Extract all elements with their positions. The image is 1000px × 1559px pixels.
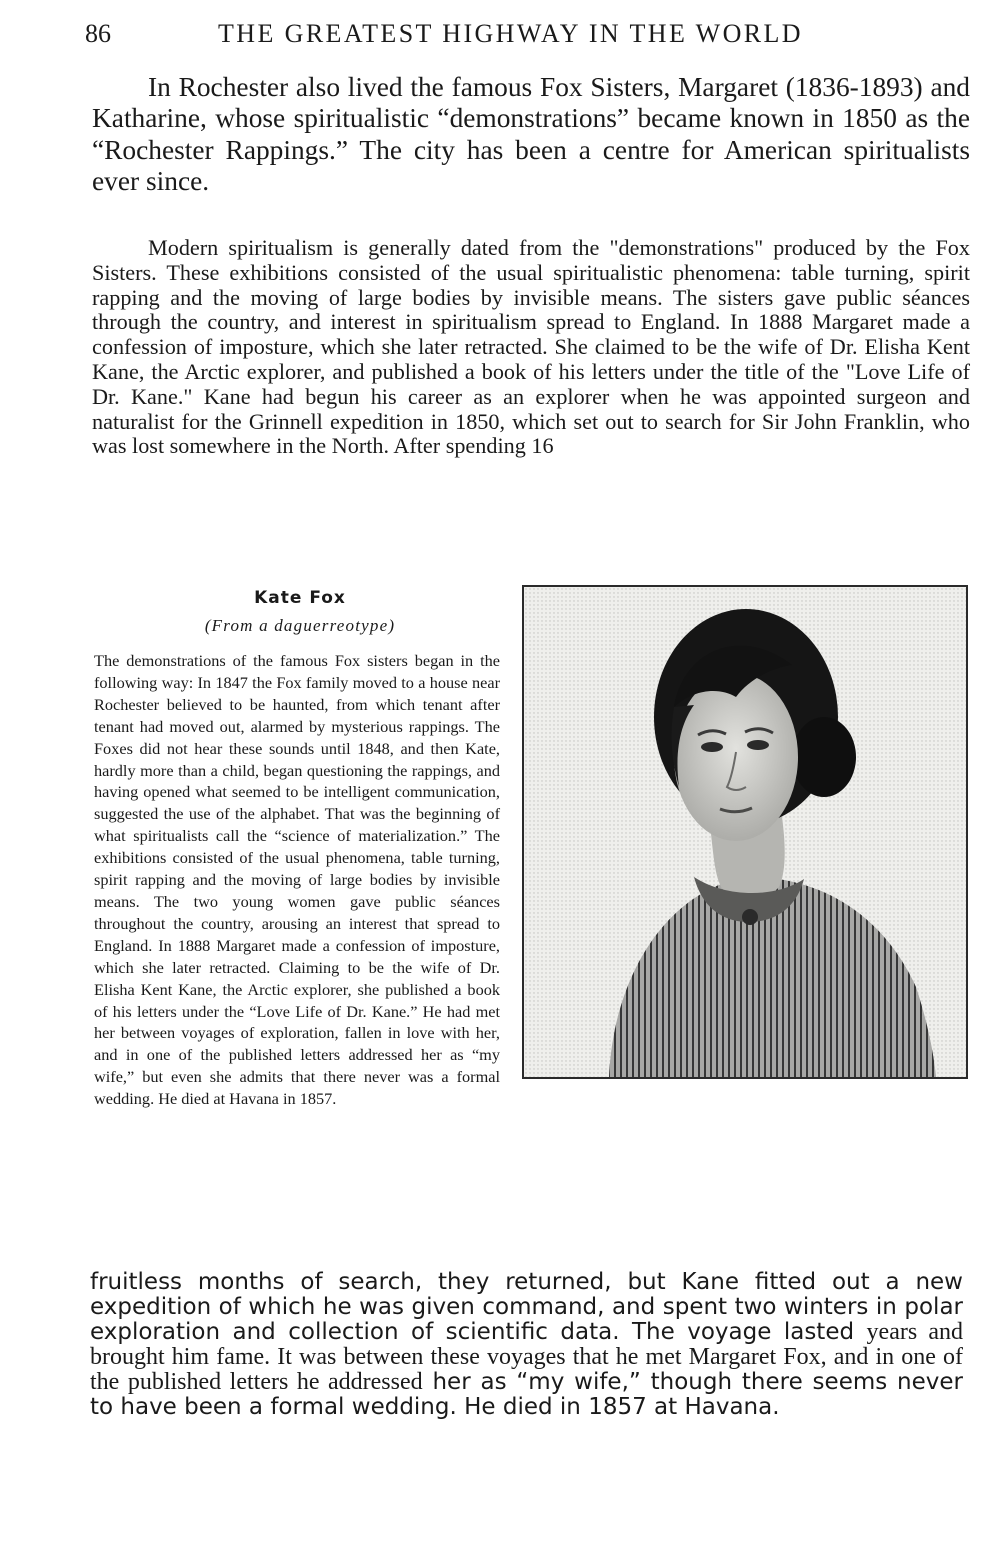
figure-caption-text: The demonstrations of the famous Fox sisters began in the following way: In 1847 the Fox family moved to a house near Rochester believed to be haunted, from which tenant after tenant had moved out, alarmed by mysterious rappings. The Foxes did not hear these sounds until 1848, and then Kate, hardly more than a child, began questioning the rappings, and having opened what seemed to be intelligent communication, suggested the use of the alphabet. That was the beginning of what spiritualists call the “science of materialization.” The exhibitions consisted of the usual phenomena, table turning, spirit rapping and the moving of large bodies by invisible means. The two young women gave public séances throughout the country, arousing an interest that spread to England. In 1888 Margaret made a confession of imposture, which she later retracted. Claiming to be the wife of Dr. Elisha Kent Kane, the Arctic explorer, she published a book of his letters under the “Love Life of Dr. Kane.” He had met her between voyages of exploration, fallen in love with her, and in one of the published letters addressed her as “my wife,” but even she admits that there never was a formal wedding. He died at Havana in 1857. <box>94 651 500 1109</box>
page-number: 86 <box>85 19 111 48</box>
page-header <box>85 14 855 54</box>
paragraph-kane-part3: her as “my wife,” though there seems never to have been a formal wedding. He died in 1857 at Havana. <box>90 1369 963 1420</box>
figure-title: Kate Fox <box>254 588 346 608</box>
running-title: THE GREATEST HIGHWAY IN THE WORLD <box>218 19 803 48</box>
portrait-illustration <box>524 587 966 1077</box>
paragraph-fox-sisters-intro: In Rochester also lived the famous Fox Sisters, Margaret (1836-1893) and Katharine, whose spiritualistic “demonstrations” became known in 1850 as the “Rochester Rappings.” The city has been a centre for American spiritualists ever since. <box>92 72 970 196</box>
paragraph-modern-spiritualism: Modern spiritualism is generally dated from the "demonstrations" produced by the Fox Sisters. These exhibitions consisted of the usual spiritualistic phenomena: table turning, spirit rapping and the moving of large bodies by invisible means. The sisters gave public séances through the country, and interest in spiritualism spread to England. In 1888 Margaret made a confession of imposture, which she later retracted. She claimed to be the wife of Dr. Elisha Kent Kane, the Arctic explorer, and published a book of his letters under the title of the "Love Life of Dr. Kane." Kane had begun his career as an explorer when he was appointed surgeon and naturalist for the Grinnell expedition in 1850, which set out to search for Sir John Franklin, who was lost somewhere in the North. After spending 16 <box>92 235 970 459</box>
figure-subtitle: (From a daguerreotype) <box>204 616 396 635</box>
kate-fox-portrait-photo <box>522 585 968 1079</box>
paragraph-kane-expedition <box>90 1270 963 1420</box>
paragraph-kane-part2: years and brought him fame. It was between these voyages that he met Margaret Fox, and in one of the published letters he addressed <box>90 1319 963 1395</box>
paragraph-kane-part1: fruitless months of search, they returned, but Kane fitted out a new expedition of which he was given command, and spent two winters in polar exploration and collection of scientific data. The voyage lasted <box>90 1269 963 1345</box>
